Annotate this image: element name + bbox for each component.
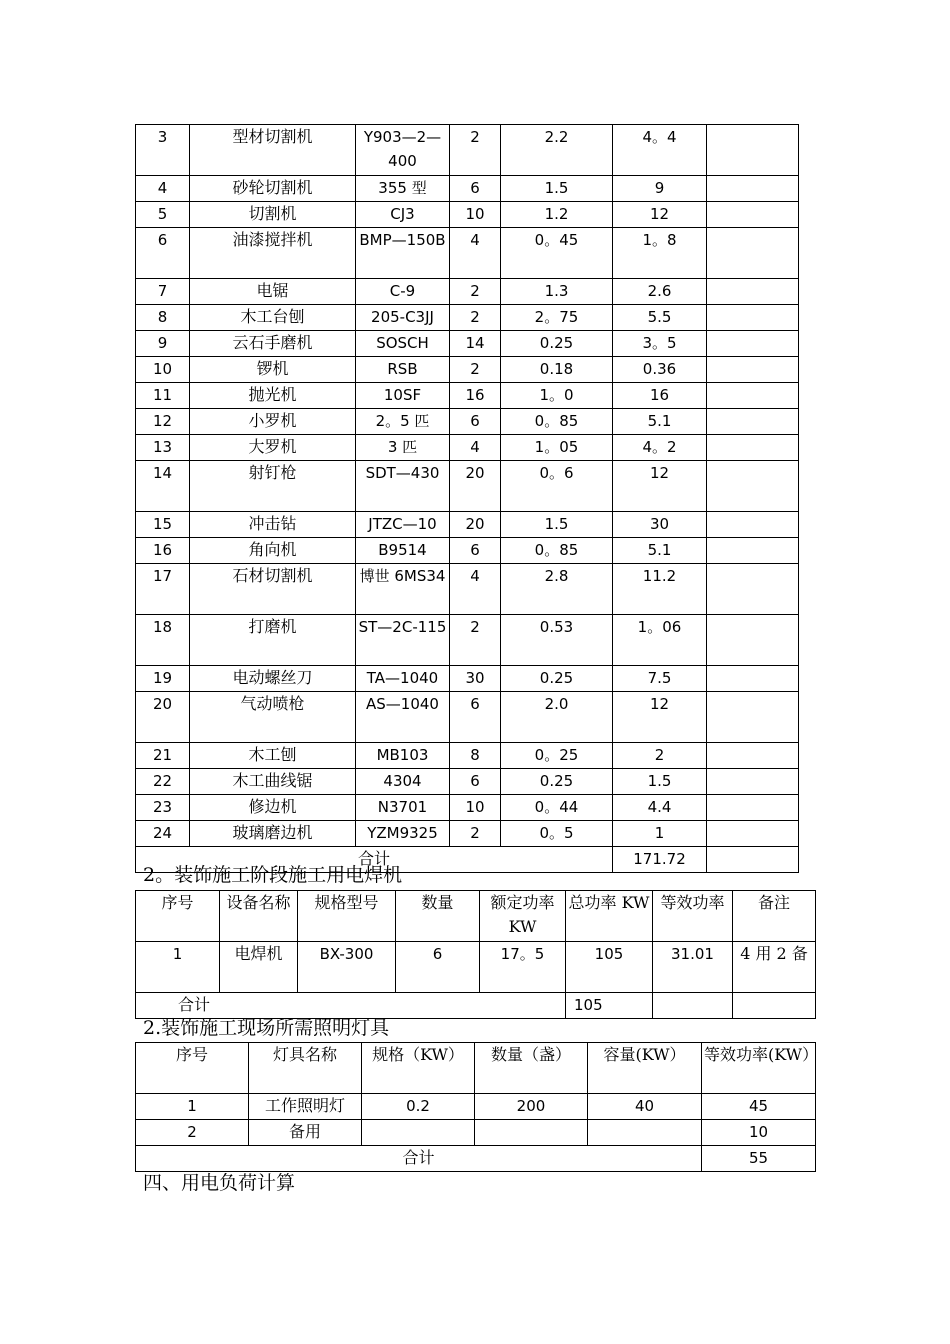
equipment-total: 1。8	[613, 228, 707, 279]
equipment-model: 205-C3JJ	[356, 305, 450, 331]
welder-header-model: 规格型号	[298, 891, 396, 942]
equipment-total: 16	[613, 383, 707, 409]
lighting-header-equiv: 等效功率(KW）	[702, 1043, 816, 1094]
equipment-power: 0.25	[501, 666, 613, 692]
equipment-name: 锣机	[190, 357, 356, 383]
equipment-note	[707, 795, 799, 821]
equipment-name: 油漆搅拌机	[190, 228, 356, 279]
equipment-power: 0.25	[501, 331, 613, 357]
equipment-note	[707, 176, 799, 202]
section-4-heading: 四、用电负荷计算	[143, 1172, 296, 1194]
equipment-row	[136, 769, 799, 795]
equipment-row	[136, 305, 799, 331]
equipment-name: 玻璃磨边机	[190, 821, 356, 847]
equipment-no: 21	[136, 743, 190, 769]
equipment-model: BMP—150B	[356, 228, 450, 279]
equipment-row	[136, 383, 799, 409]
lighting-spec	[362, 1120, 475, 1146]
equipment-qty: 2	[450, 615, 501, 666]
equipment-model: 355 型	[356, 176, 450, 202]
equipment-total: 1	[613, 821, 707, 847]
equipment-total: 30	[613, 512, 707, 538]
equipment-note	[707, 357, 799, 383]
equipment-no: 24	[136, 821, 190, 847]
equipment-model: CJ3	[356, 202, 450, 228]
equipment-row	[136, 125, 799, 176]
equipment-qty: 8	[450, 743, 501, 769]
equipment-no: 23	[136, 795, 190, 821]
equipment-power: 2.0	[501, 692, 613, 743]
equipment-name: 气动喷枪	[190, 692, 356, 743]
lighting-name: 工作照明灯	[249, 1094, 362, 1120]
lighting-header-no: 序号	[136, 1043, 249, 1094]
equipment-note	[707, 821, 799, 847]
equipment-no: 18	[136, 615, 190, 666]
equipment-model: MB103	[356, 743, 450, 769]
equipment-qty: 2	[450, 305, 501, 331]
equipment-row	[136, 435, 799, 461]
equipment-power: 0.18	[501, 357, 613, 383]
equipment-no: 14	[136, 461, 190, 512]
equipment-no: 19	[136, 666, 190, 692]
equipment-name: 木工台刨	[190, 305, 356, 331]
equipment-model: SDT—430	[356, 461, 450, 512]
equipment-note	[707, 564, 799, 615]
equipment-note	[707, 512, 799, 538]
equipment-row	[136, 331, 799, 357]
equipment-no: 5	[136, 202, 190, 228]
welder-header-no: 序号	[136, 891, 220, 942]
equipment-total-note	[707, 847, 799, 873]
section-3-heading: 2.装饰施工现场所需照明灯具	[143, 1017, 390, 1039]
equipment-power: 1.5	[501, 512, 613, 538]
equipment-note	[707, 435, 799, 461]
equipment-total: 4。2	[613, 435, 707, 461]
equipment-power: 0。5	[501, 821, 613, 847]
equipment-name: 型材切割机	[190, 125, 356, 176]
equipment-power: 1。05	[501, 435, 613, 461]
equipment-no: 3	[136, 125, 190, 176]
equipment-note	[707, 666, 799, 692]
equipment-model: 博世 6MS34	[356, 564, 450, 615]
equipment-model: AS—1040	[356, 692, 450, 743]
equipment-note	[707, 202, 799, 228]
equipment-total: 4.4	[613, 795, 707, 821]
lighting-qty	[475, 1120, 588, 1146]
equipment-row	[136, 357, 799, 383]
equipment-note	[707, 692, 799, 743]
welder-qty: 6	[396, 942, 480, 993]
equipment-table-body	[136, 125, 799, 847]
equipment-power: 0。85	[501, 538, 613, 564]
equipment-no: 11	[136, 383, 190, 409]
equipment-model: 4304	[356, 769, 450, 795]
equipment-name: 木工刨	[190, 743, 356, 769]
equipment-total: 0.36	[613, 357, 707, 383]
equipment-row	[136, 564, 799, 615]
equipment-qty: 20	[450, 461, 501, 512]
lighting-equiv: 45	[702, 1094, 816, 1120]
equipment-note	[707, 409, 799, 435]
welder-header-name: 设备名称	[220, 891, 298, 942]
equipment-qty: 6	[450, 409, 501, 435]
lighting-row	[136, 1094, 816, 1120]
equipment-qty: 20	[450, 512, 501, 538]
equipment-total: 2.6	[613, 279, 707, 305]
equipment-name: 石材切割机	[190, 564, 356, 615]
equipment-power: 0。25	[501, 743, 613, 769]
equipment-qty: 2	[450, 357, 501, 383]
equipment-row	[136, 743, 799, 769]
equipment-note	[707, 331, 799, 357]
equipment-total: 5.1	[613, 409, 707, 435]
equipment-total: 2	[613, 743, 707, 769]
equipment-qty: 6	[450, 538, 501, 564]
equipment-no: 13	[136, 435, 190, 461]
equipment-model: B9514	[356, 538, 450, 564]
equipment-power: 2.2	[501, 125, 613, 176]
equipment-row	[136, 538, 799, 564]
welder-header-equiv: 等效功率	[653, 891, 733, 942]
equipment-qty: 2	[450, 821, 501, 847]
equipment-no: 22	[136, 769, 190, 795]
equipment-model: RSB	[356, 357, 450, 383]
equipment-qty: 30	[450, 666, 501, 692]
equipment-total: 12	[613, 461, 707, 512]
equipment-power: 1。0	[501, 383, 613, 409]
equipment-total: 5.1	[613, 538, 707, 564]
equipment-name: 电动螺丝刀	[190, 666, 356, 692]
equipment-name: 云石手磨机	[190, 331, 356, 357]
equipment-power: 2。75	[501, 305, 613, 331]
equipment-power: 1.2	[501, 202, 613, 228]
lighting-qty: 200	[475, 1094, 588, 1120]
equipment-power: 1.5	[501, 176, 613, 202]
equipment-table	[135, 124, 799, 873]
equipment-note	[707, 769, 799, 795]
welder-total: 105	[566, 942, 653, 993]
equipment-no: 6	[136, 228, 190, 279]
lighting-row	[136, 1120, 816, 1146]
equipment-no: 16	[136, 538, 190, 564]
equipment-note	[707, 538, 799, 564]
equipment-row	[136, 176, 799, 202]
lighting-table	[135, 1042, 819, 1172]
equipment-qty: 10	[450, 202, 501, 228]
equipment-note	[707, 279, 799, 305]
equipment-qty: 6	[450, 692, 501, 743]
welder-note: 4 用 2 备	[733, 942, 816, 993]
equipment-qty: 16	[450, 383, 501, 409]
equipment-no: 10	[136, 357, 190, 383]
equipment-name: 砂轮切割机	[190, 176, 356, 202]
equipment-note	[707, 228, 799, 279]
equipment-total-value: 171.72	[613, 847, 707, 873]
lighting-no: 2	[136, 1120, 249, 1146]
equipment-no: 9	[136, 331, 190, 357]
equipment-qty: 4	[450, 435, 501, 461]
equipment-total: 1.5	[613, 769, 707, 795]
equipment-note	[707, 615, 799, 666]
equipment-qty: 4	[450, 228, 501, 279]
welder-total-equiv	[653, 993, 733, 1019]
equipment-row	[136, 692, 799, 743]
lighting-header-spec: 规格（KW）	[362, 1043, 475, 1094]
welder-total-label: 合计	[136, 993, 566, 1019]
equipment-no: 8	[136, 305, 190, 331]
equipment-model: YZM9325	[356, 821, 450, 847]
equipment-power: 0。44	[501, 795, 613, 821]
equipment-total: 11.2	[613, 564, 707, 615]
equipment-no: 20	[136, 692, 190, 743]
lighting-name: 备用	[249, 1120, 362, 1146]
equipment-model: ST—2C-115	[356, 615, 450, 666]
equipment-row	[136, 279, 799, 305]
welder-header-qty: 数量	[396, 891, 480, 942]
welder-model: BX-300	[298, 942, 396, 993]
welder-equiv: 31.01	[653, 942, 733, 993]
equipment-model: C-9	[356, 279, 450, 305]
welder-header-note: 备注	[733, 891, 816, 942]
equipment-row	[136, 795, 799, 821]
equipment-row	[136, 512, 799, 538]
equipment-row	[136, 666, 799, 692]
equipment-power: 0。6	[501, 461, 613, 512]
equipment-total: 4。4	[613, 125, 707, 176]
equipment-model: Y903—2—400	[356, 125, 450, 176]
welder-table	[135, 890, 816, 1019]
equipment-model: JTZC—10	[356, 512, 450, 538]
equipment-power: 2.8	[501, 564, 613, 615]
equipment-power: 0.53	[501, 615, 613, 666]
equipment-total: 1。06	[613, 615, 707, 666]
equipment-note	[707, 461, 799, 512]
equipment-no: 17	[136, 564, 190, 615]
equipment-total: 12	[613, 692, 707, 743]
equipment-qty: 10	[450, 795, 501, 821]
equipment-qty: 2	[450, 279, 501, 305]
equipment-no: 7	[136, 279, 190, 305]
equipment-row	[136, 821, 799, 847]
lighting-total-label: 合计	[136, 1146, 702, 1172]
equipment-row	[136, 228, 799, 279]
equipment-qty: 14	[450, 331, 501, 357]
equipment-name: 射钉枪	[190, 461, 356, 512]
equipment-total: 12	[613, 202, 707, 228]
welder-header-total: 总功率 KW	[566, 891, 653, 942]
equipment-note	[707, 125, 799, 176]
equipment-power: 0.25	[501, 769, 613, 795]
welder-header-rated: 额定功率 KW	[480, 891, 566, 942]
equipment-total: 9	[613, 176, 707, 202]
lighting-total-value: 55	[702, 1146, 816, 1172]
lighting-equiv: 10	[702, 1120, 816, 1146]
equipment-name: 电锯	[190, 279, 356, 305]
equipment-model: SOSCH	[356, 331, 450, 357]
lighting-cap: 40	[588, 1094, 702, 1120]
equipment-no: 15	[136, 512, 190, 538]
lighting-cap	[588, 1120, 702, 1146]
equipment-row	[136, 461, 799, 512]
equipment-qty: 6	[450, 176, 501, 202]
equipment-name: 大罗机	[190, 435, 356, 461]
equipment-model: TA—1040	[356, 666, 450, 692]
lighting-spec: 0.2	[362, 1094, 475, 1120]
equipment-row	[136, 615, 799, 666]
equipment-power: 0。85	[501, 409, 613, 435]
lighting-total-row	[136, 1146, 816, 1172]
welder-total-note	[733, 993, 816, 1019]
welder-row	[136, 942, 816, 993]
section-2-heading: 2。装饰施工阶段施工用电焊机	[143, 864, 403, 886]
equipment-row	[136, 202, 799, 228]
equipment-no: 12	[136, 409, 190, 435]
lighting-header-qty: 数量（盏）	[475, 1043, 588, 1094]
equipment-total: 5.5	[613, 305, 707, 331]
equipment-model: N3701	[356, 795, 450, 821]
equipment-qty: 4	[450, 564, 501, 615]
lighting-header-cap: 容量(KW）	[588, 1043, 702, 1094]
equipment-name: 抛光机	[190, 383, 356, 409]
equipment-name: 修边机	[190, 795, 356, 821]
welder-name: 电焊机	[220, 942, 298, 993]
equipment-row	[136, 409, 799, 435]
equipment-note	[707, 383, 799, 409]
welder-header-row	[136, 891, 816, 942]
equipment-total: 7.5	[613, 666, 707, 692]
equipment-note	[707, 305, 799, 331]
lighting-no: 1	[136, 1094, 249, 1120]
equipment-model: 2。5 匹	[356, 409, 450, 435]
lighting-header-name: 灯具名称	[249, 1043, 362, 1094]
equipment-total-label: 合计	[136, 847, 613, 873]
equipment-qty: 2	[450, 125, 501, 176]
equipment-power: 0。45	[501, 228, 613, 279]
equipment-name: 木工曲线锯	[190, 769, 356, 795]
equipment-no: 4	[136, 176, 190, 202]
equipment-name: 小罗机	[190, 409, 356, 435]
welder-no: 1	[136, 942, 220, 993]
equipment-name: 冲击钻	[190, 512, 356, 538]
lighting-header-row	[136, 1043, 816, 1094]
welder-rated: 17。5	[480, 942, 566, 993]
equipment-model: 10SF	[356, 383, 450, 409]
equipment-note	[707, 743, 799, 769]
equipment-power: 1.3	[501, 279, 613, 305]
equipment-model: 3 匹	[356, 435, 450, 461]
equipment-name: 切割机	[190, 202, 356, 228]
equipment-name: 角向机	[190, 538, 356, 564]
welder-total-value: 105	[566, 993, 653, 1019]
equipment-qty: 6	[450, 769, 501, 795]
equipment-name: 打磨机	[190, 615, 356, 666]
equipment-total: 3。5	[613, 331, 707, 357]
